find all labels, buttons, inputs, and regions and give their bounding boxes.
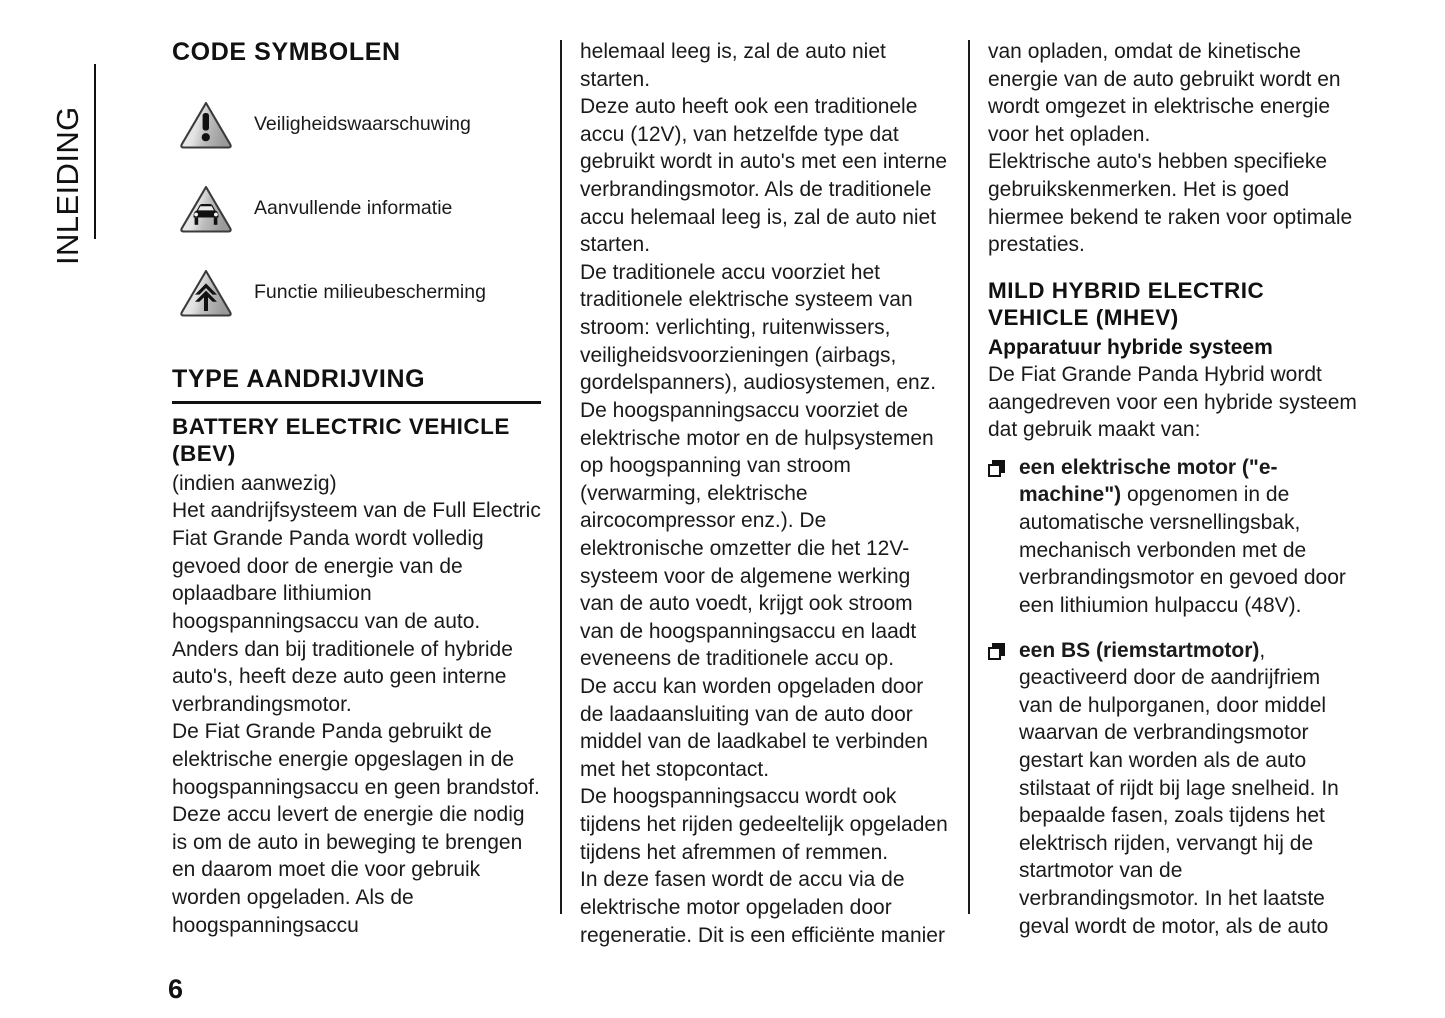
chapter-side-tab-rule bbox=[94, 64, 96, 239]
paragraph: De Fiat Grande Panda Hybrid wordt aangedreven voor een hybride systeem dat gebruik maakt van: bbox=[988, 363, 1357, 442]
legend-item-label: Functie milieubescherming bbox=[254, 281, 486, 304]
legend-item bbox=[172, 251, 541, 335]
square-bullet-icon bbox=[988, 643, 1005, 660]
paragraph: Het aandrijfsysteem van de Full Electric Fiat Grande Panda wordt volledig gevoed door de energie van de oplaadbare lithiumion hoogspanningsaccu van de auto. Anders dan bij traditionele of hybride auto's, heeft deze auto geen interne verbrandingsmotor. bbox=[172, 499, 541, 716]
list-item bbox=[988, 454, 1357, 620]
spacer bbox=[988, 444, 1357, 454]
page-columns bbox=[172, 38, 1387, 947]
hybrid-components-list bbox=[988, 454, 1357, 940]
column-1 bbox=[172, 38, 541, 937]
paragraph: (indien aanwezig) bbox=[172, 471, 337, 495]
symbol-legend bbox=[172, 83, 541, 335]
paragraph: De accu kan worden opgeladen door de laadaansluiting van de auto door middel van de laadkabel te verbinden met het stopcontact. bbox=[580, 675, 928, 781]
paragraph: De hoogspanningsaccu wordt ook tijdens het rijden gedeeltelijk opgeladen tijdens het afremmen of remmen. bbox=[580, 785, 948, 864]
column-2 bbox=[580, 38, 949, 947]
paragraph: De traditionele accu voorziet het traditionele elektrische systeem van stroom: verlichting, ruitenwissers, veiligheidsvoorzieningen (airbags, gordelspanners), audiosystemen, enz. bbox=[580, 260, 937, 395]
list-item-text: opgenomen in de automatische versnellingsbak, mechanisch verbonden met de verbrandingsmotor en gevoed door een lithiumion hulpaccu (48V). bbox=[1019, 483, 1346, 617]
square-bullet-icon bbox=[988, 460, 1005, 477]
paragraph: De hoogspanningsaccu voorziet de elektrische motor en de hulpsystemen op hoogspanning van stroom (verwarming, elektrische aircocompressor enz.). De elektronische omzetter die het 12V-systeem voor de algemene werking van de auto voedt, krijgt ook stroom van de hoogspanningsaccu en laadt eveneens de traditionele accu op. bbox=[580, 398, 934, 671]
paragraph: van opladen, omdat de kinetische energie van de auto gebruikt wordt en wordt omgezet in elektrische energie voor het opladen. bbox=[988, 40, 1341, 146]
paragraph: De Fiat Grande Panda gebruikt de elektrische energie opgeslagen in de hoogspanningsaccu en geen brandstof. Deze accu levert de energie die nodig is om de auto in beweging te brengen en daarom moet die voor gebruik worden opgeladen. Als de hoogspanningsaccu bbox=[172, 720, 540, 937]
list-item-title: een elektrische motor ("e-machine") bbox=[1019, 455, 1278, 507]
paragraph: helemaal leeg is, zal de auto niet starten. bbox=[580, 40, 886, 91]
equipment-heading: Apparatuur hybride systeem bbox=[988, 335, 1273, 359]
chapter-side-tab-label: INLEIDING bbox=[50, 106, 85, 265]
legend-item bbox=[172, 83, 541, 167]
paragraph: Deze auto heeft ook een traditionele accu (12V), van hetzelfde type dat gebruikt wordt in auto's met een interne verbrandingsmotor. Als de traditionele accu helemaal leeg is, zal de auto niet starten. bbox=[580, 95, 948, 257]
list-item-text: , geactiveerd door de aandrijfriem van de hulporganen, door middel waarvan de verbrandingsmotor gestart kan worden als de auto stilstaat of rijdt bij lage snelheid. In bepaalde fasen, zoals tijdens het elektrisch rijden, vervangt hij de startmotor van de verbrandingsmotor. In het laatste geval wordt de motor, als de auto bbox=[1019, 638, 1339, 938]
legend-item-label: Aanvullende informatie bbox=[254, 197, 453, 220]
page-number: 6 bbox=[168, 974, 184, 1004]
column-divider-1 bbox=[541, 38, 580, 928]
spacer bbox=[172, 335, 541, 365]
list-item bbox=[988, 637, 1357, 941]
code-symbols-heading: CODE SYMBOLEN bbox=[172, 38, 401, 66]
drive-type-heading: TYPE AANDRIJVING bbox=[172, 365, 541, 404]
paragraph: In deze fasen wordt de accu via de elektrische motor opgeladen door regeneratie. Dit is een efficiënte manier bbox=[580, 868, 945, 947]
legend-item-label: Veiligheidswaarschuwing bbox=[254, 113, 471, 136]
mhev-heading: MILD HYBRID ELECTRIC VEHICLE (MHEV) bbox=[988, 277, 1265, 331]
column-divider-2 bbox=[949, 38, 988, 928]
legend-item bbox=[172, 167, 541, 251]
environment-chevron-triangle-icon bbox=[172, 267, 240, 319]
car-triangle-icon bbox=[172, 183, 240, 235]
warning-triangle-icon bbox=[172, 99, 240, 151]
chapter-side-tab bbox=[30, 34, 106, 284]
bev-heading: BATTERY ELECTRIC VEHICLE (BEV) bbox=[172, 414, 510, 467]
column-3 bbox=[988, 38, 1357, 938]
spacer bbox=[988, 259, 1357, 277]
paragraph: Elektrische auto's hebben specifieke gebruikskenmerken. Het is goed hiermee bekend te raken voor optimale prestaties. bbox=[988, 150, 1353, 257]
list-item-title: een BS (riemstartmotor) bbox=[1019, 638, 1260, 662]
